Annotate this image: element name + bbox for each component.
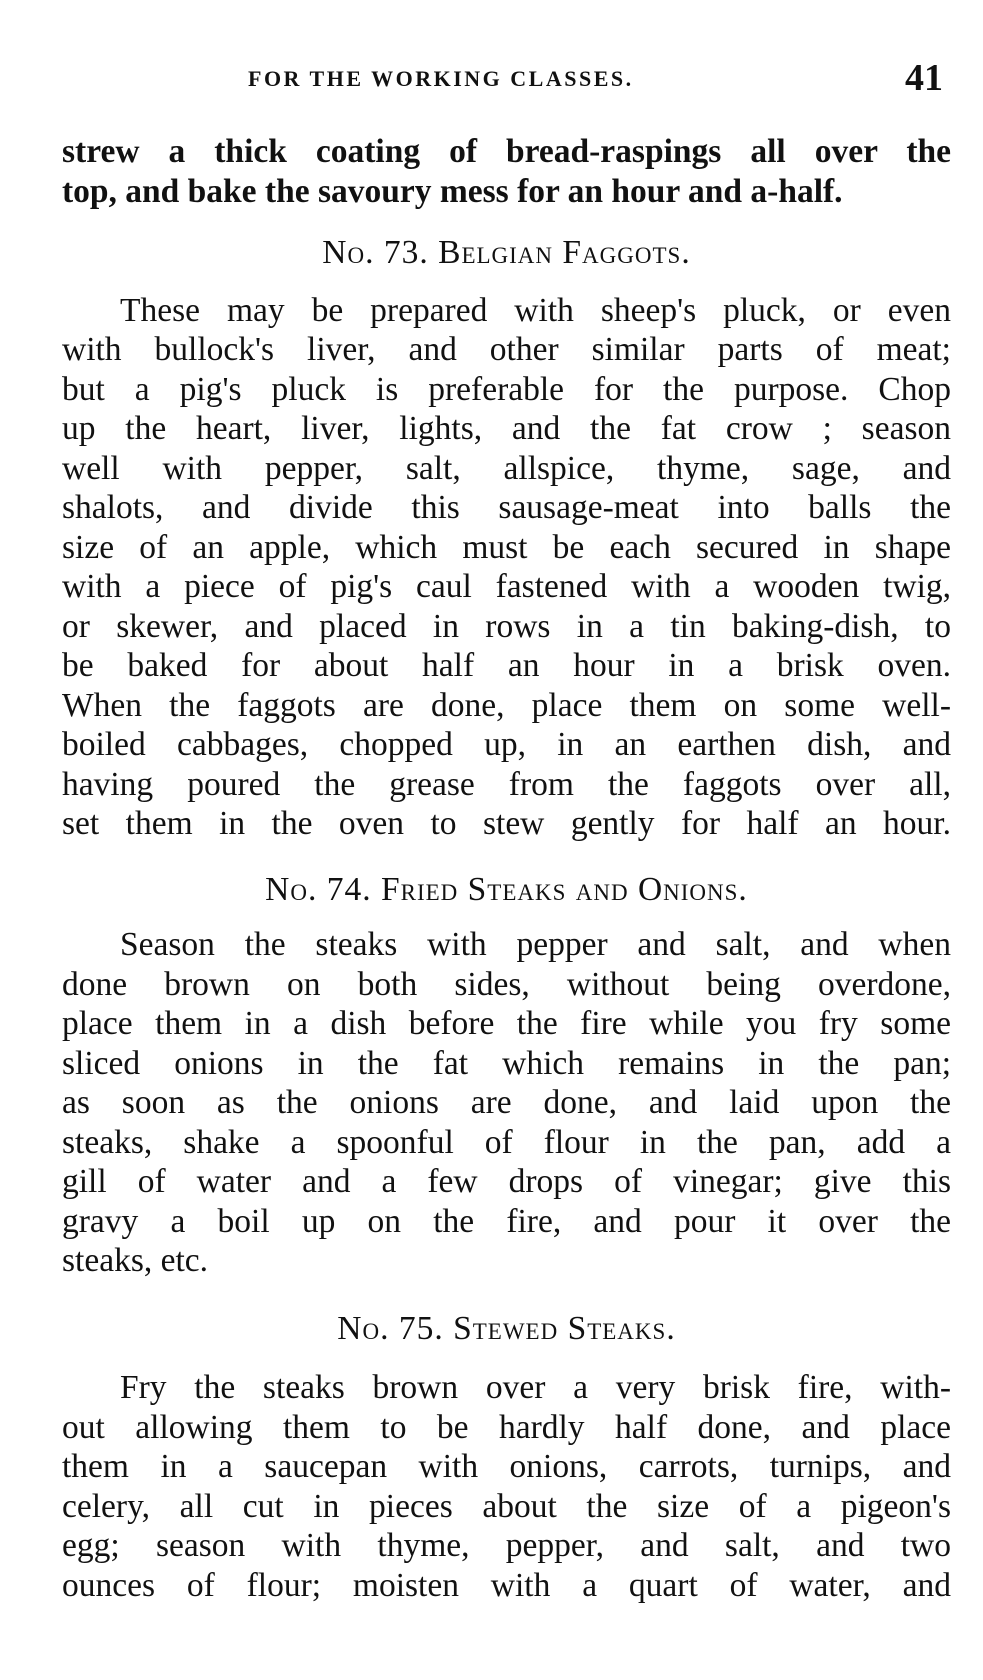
text-line: strew a thick coating of bread-raspings all over the [62, 133, 951, 170]
text-line: well with pepper, salt, allspice, thyme, sage, and [62, 449, 951, 487]
text-line: size of an apple, which must be each secured in shape [62, 528, 951, 566]
page-number: 41 [905, 57, 943, 99]
text-line: with a piece of pig's caul fastened with a wooden twig, [62, 568, 951, 605]
text-line: boiled cabbages, chopped up, in an earthen dish, and [62, 726, 951, 763]
text-line: steaks, etc. [62, 1242, 209, 1279]
text-line: gravy a boil up on the fire, and pour it over the [62, 1202, 951, 1240]
text-line: place them in a dish before the fire while you fry some [62, 1005, 951, 1042]
text-line: them in a saucepan with onions, carrots, turnips, and [62, 1448, 951, 1485]
recipe-body-73 [62, 291, 951, 844]
text-line: shalots, and divide this sausage-meat into balls the [62, 489, 951, 526]
recipe-body-75 [62, 1368, 951, 1605]
page-header [0, 56, 983, 106]
text-line: Fry the steaks brown over a very brisk fire, with- [120, 1369, 951, 1406]
text-line: done brown on both sides, without being overdone, [62, 965, 951, 1003]
recipe-heading-73: No. 73. Belgian Faggots. [322, 234, 691, 271]
page-body [62, 132, 951, 1605]
text-line: celery, all cut in pieces about the size of a pigeon's [62, 1487, 951, 1525]
text-line: as soon as the onions are done, and laid upon the [62, 1084, 951, 1121]
intro-paragraph [62, 132, 951, 211]
text-line: having poured the grease from the faggots over all, [62, 765, 951, 803]
text-line: Season the steaks with pepper and salt, and when [120, 926, 951, 963]
text-line: but a pig's pluck is preferable for the purpose. Chop [62, 370, 951, 408]
text-line: with bullock's liver, and other similar parts of meat; [62, 331, 951, 368]
recipe-heading-75: No. 75. Stewed Steaks. [337, 1309, 676, 1347]
text-line: out allowing them to be hardly half done, and place [62, 1408, 951, 1446]
text-line: top, and bake the savoury mess for an hour and a-half. [62, 172, 843, 210]
text-line: be baked for about half an hour in a brisk oven. [62, 647, 951, 684]
recipe-body-74 [62, 925, 951, 1281]
text-line: set them in the oven to stew gently for half an hour. [62, 805, 951, 842]
text-line: These may be prepared with sheep's pluck, or even [120, 291, 951, 329]
text-line: steaks, shake a spoonful of flour in the pan, add a [62, 1123, 951, 1161]
running-head: FOR THE WORKING CLASSES. [248, 66, 634, 91]
text-line: or skewer, and placed in rows in a tin baking-dish, to [62, 607, 951, 645]
text-line: When the faggots are done, place them on some well- [62, 686, 951, 724]
text-line: gill of water and a few drops of vinegar; give this [62, 1163, 951, 1200]
text-line: sliced onions in the fat which remains in the pan; [62, 1044, 951, 1082]
recipe-heading-74: No. 74. Fried Steaks and Onions. [265, 870, 748, 908]
text-line: up the heart, liver, lights, and the fat crow ; season [62, 410, 951, 447]
text-line: egg; season with thyme, pepper, and salt, and two [62, 1527, 951, 1564]
text-line: ounces of flour; moisten with a quart of water, and [62, 1566, 951, 1604]
